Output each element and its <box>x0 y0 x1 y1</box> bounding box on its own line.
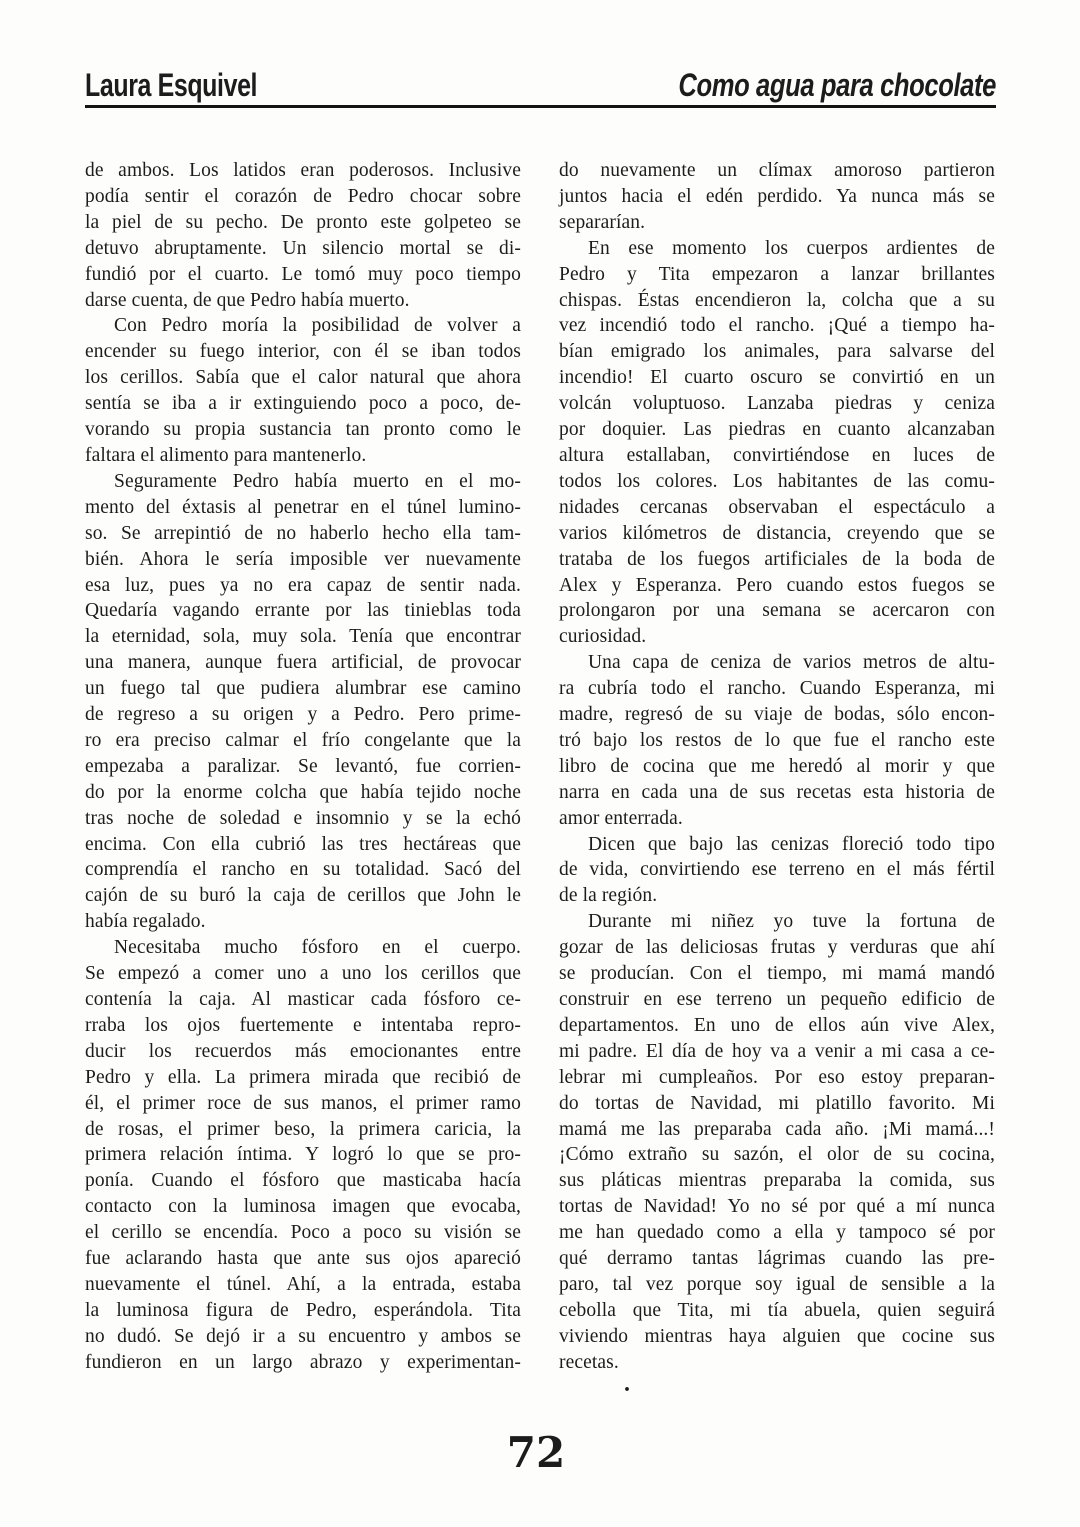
text-line: contenía la caja. Al masticar cada fósforo ce- <box>85 989 521 1010</box>
text-line: narra en cada una de sus recetas esta historia de <box>559 781 995 803</box>
text-line: encima. Con ella cubrió las tres hectáreas que <box>85 833 521 855</box>
text-line: bían emigrado los animales, para salvarse del <box>559 341 995 363</box>
text-line: lebrar mi cumpleaños. Por eso estoy preparan- <box>559 1066 995 1088</box>
text-line: Con Pedro moría la posibilidad de volver a <box>114 315 521 337</box>
text-line: los cerillos. Sabía que el calor natural que ahora <box>85 367 521 389</box>
text-columns <box>85 158 995 1376</box>
text-line: el cerillo se encendía. Poco a poco su visión se <box>85 1222 521 1244</box>
text-line: qué derramo tantas lágrimas cuando las pre- <box>559 1248 995 1270</box>
text-line: so. Se arrepintió de no haberlo hecho ella tam- <box>85 522 521 544</box>
text-line: Durante mi niñez yo tuve la fortuna de <box>588 911 995 933</box>
text-line: libro de cocina que me heredó al morir y que <box>559 755 995 777</box>
text-line: tortas de Navidad! Yo no sé por qué a mí nunca <box>559 1196 995 1218</box>
text-line: la eternidad, sola, muy sola. Tenía que encontrar <box>85 626 521 648</box>
text-line: podía sentir el corazón de Pedro chocar sobre <box>85 185 521 207</box>
text-line: Seguramente Pedro había muerto en el mo- <box>114 470 521 492</box>
text-line: Pedro y ella. La primera mirada que recibió de <box>85 1066 521 1088</box>
text-line: primera relación íntima. Y logró lo que se pro- <box>85 1144 521 1166</box>
paragraph <box>85 935 521 1375</box>
left-column <box>85 158 521 1376</box>
text-line: la luminosa figura de Pedro, esperándola. Tita <box>85 1299 521 1321</box>
text-line: empezaba a paralizar. Se levantó, fue corrien- <box>85 755 521 777</box>
text-line: detuvo abruptamente. Un silencio mortal se di- <box>85 237 521 259</box>
text-line: una manera, aunque fuera artificial, de provocar <box>85 652 521 674</box>
text-line: mamá me las preparaba cada año. ¡Mi mamá...! <box>559 1118 995 1140</box>
text-line: había regalado. <box>85 911 206 933</box>
text-line: Dicen que bajo las cenizas floreció todo tipo <box>588 833 995 855</box>
text-line: nuevamente el túnel. Ahí, a la entrada, estaba <box>85 1273 521 1295</box>
text-line: madre, regresó de su viaje de bodas, sólo encon- <box>559 704 995 726</box>
text-line: En ese momento los cuerpos ardientes de <box>588 237 995 259</box>
text-line: trataba de los fuegos artificiales de la boda de <box>559 548 995 570</box>
text-line: do tortas de Navidad, mi platillo favorito. Mi <box>559 1092 995 1114</box>
text-line: no dudó. Se dejó ir a su encuentro y ambos se <box>85 1325 521 1347</box>
text-line: ponía. Cuando el fósforo que masticaba hacía <box>85 1170 521 1192</box>
text-line: ducir los recuerdos más emocionantes entre <box>85 1040 521 1062</box>
text-line: fundieron en un largo abrazo y experimentan- <box>85 1351 521 1373</box>
text-line: rraba los ojos fuertemente e intentaba repro- <box>85 1014 521 1036</box>
text-line: volcán voluptuoso. Lanzaba piedras y ceniza <box>559 393 995 415</box>
text-line: separarían. <box>559 211 646 233</box>
paragraph <box>559 236 995 651</box>
header-author: Laura Esquivel <box>85 67 258 103</box>
text-line: comprendía el rancho en su totalidad. Sacó del <box>85 859 521 881</box>
text-line: do por la enorme colcha que había tejido noche <box>85 781 521 803</box>
text-line: todos los colores. Los habitantes de las comu- <box>559 470 995 492</box>
text-line: la piel de su pecho. De pronto este golpeteo se <box>85 211 521 233</box>
page-number: 72 <box>506 1428 566 1477</box>
text-line: por doquier. Las piedras en cuanto alcanzaban <box>559 419 995 441</box>
text-line: ¡Cómo extraño su sazón, el olor de su cocina, <box>559 1144 995 1166</box>
text-line: juntos hacia el edén perdido. Ya nunca más se <box>559 185 995 207</box>
text-line: Alex y Esperanza. Pero cuando estos fuegos se <box>559 574 995 596</box>
text-line: fundió por el cuarto. Le tomó muy poco tiempo <box>85 263 521 285</box>
right-column <box>559 158 995 1376</box>
text-line: de ambos. Los latidos eran poderosos. Inclusive <box>85 160 521 181</box>
text-line: Pedro y Tita empezaron a lanzar brillantes <box>559 263 995 285</box>
stray-dot: . <box>624 1371 630 1397</box>
text-line: cajón de su buró la caja de cerillos que John le <box>85 885 521 907</box>
text-line: cebolla que Tita, mi tía abuela, quien seguirá <box>559 1299 995 1321</box>
text-line: sentía se iba a ir extinguiendo poco a poco, de- <box>85 393 521 415</box>
paragraph <box>559 650 995 831</box>
text-line: ra cubría todo el rancho. Cuando Esperanza, mi <box>559 678 995 700</box>
text-line: vorando su propia sustancia tan pronto como le <box>85 419 521 441</box>
text-line: darse cuenta, de que Pedro había muerto. <box>85 289 410 311</box>
text-line: él, el primer roce de sus manos, el primer ramo <box>85 1092 521 1114</box>
paragraph <box>85 313 521 468</box>
text-line: fue aclarando hasta que ante sus ojos apareció <box>85 1248 521 1270</box>
text-line: viviendo mientras haya alguien que cocine sus <box>559 1325 995 1347</box>
text-line: Se empezó a comer uno a uno los cerillos que <box>85 963 521 985</box>
text-line: incendio! El cuarto oscuro se convirtió en un <box>559 367 995 389</box>
text-line: de la región. <box>559 885 658 907</box>
paragraph <box>559 158 995 236</box>
text-line: encender su fuego interior, con él se iban todos <box>85 341 521 363</box>
paragraph <box>85 469 521 935</box>
text-line: mi padre. El día de hoy va a venir a mi casa a ce- <box>559 1040 995 1062</box>
text-line: esa luz, pues ya no era capaz de sentir nada. <box>85 574 521 596</box>
text-line: sus pláticas mientras preparaba la comida, sus <box>559 1170 995 1192</box>
text-line: paro, tal vez porque soy igual de sensible a la <box>559 1273 995 1295</box>
text-line: varios kilómetros de distancia, creyendo que se <box>559 522 995 544</box>
text-line: tras noche de soledad e insomnio y se la echó <box>85 807 521 829</box>
text-line: prolongaron por una semana se acercaron con <box>559 600 995 622</box>
text-line: nidades cercanas observaban el espectáculo a <box>559 496 995 518</box>
text-line: de regreso a su origen y a Pedro. Pero prime- <box>85 704 521 726</box>
text-line: de vida, convirtiendo ese terreno en el más fértil <box>559 859 995 881</box>
paragraph <box>559 909 995 1375</box>
text-line: amor enterrada. <box>559 807 683 829</box>
text-line: ro era preciso calmar el frío congelante que la <box>85 729 521 751</box>
text-line: se producían. Con el tiempo, mi mamá mandó <box>559 963 995 985</box>
text-line: de rosas, el primer beso, la primera caricia, la <box>85 1118 521 1140</box>
text-line: tró bajo los restos de lo que fue el rancho este <box>559 729 995 751</box>
header-book-title: Como agua para chocolate <box>678 67 996 103</box>
text-line: gozar de las deliciosas frutas y verduras que ahí <box>559 937 995 959</box>
text-line: recetas. <box>559 1351 619 1373</box>
text-line: Necesitaba mucho fósforo en el cuerpo. <box>114 937 521 959</box>
text-line: Quedaría vagando errante por las tinieblas toda <box>85 600 521 622</box>
paragraph <box>85 158 521 313</box>
text-line: construir en ese terreno un pequeño edificio de <box>559 989 995 1010</box>
text-line: altura estallaban, convirtiéndose en luces de <box>559 444 995 466</box>
text-line: un fuego tal que pudiera alumbrar ese camino <box>85 678 521 700</box>
text-line: faltara el alimento para mantenerlo. <box>85 444 367 466</box>
text-line: chispas. Éstas encendieron la, colcha que a su <box>559 289 995 311</box>
text-line: mento del éxtasis al penetrar en el túnel lumino- <box>85 496 521 518</box>
text-line: curiosidad. <box>559 626 647 648</box>
text-line: contacto con la luminosa imagen que evocaba, <box>85 1196 521 1218</box>
text-line: vez incendió todo el rancho. ¡Qué a tiempo ha- <box>559 315 995 337</box>
text-line: do nuevamente un clímax amoroso partieron <box>559 160 995 181</box>
text-line: departamentos. En uno de ellos aún vive Alex, <box>559 1014 995 1036</box>
text-line: Una capa de ceniza de varios metros de altu- <box>588 652 995 674</box>
text-line: bién. Ahora le sería imposible ver nuevamente <box>85 548 521 570</box>
paragraph <box>559 832 995 910</box>
text-line: me han quedado como a ella y tampoco sé por <box>559 1222 995 1244</box>
page-header <box>85 68 996 108</box>
